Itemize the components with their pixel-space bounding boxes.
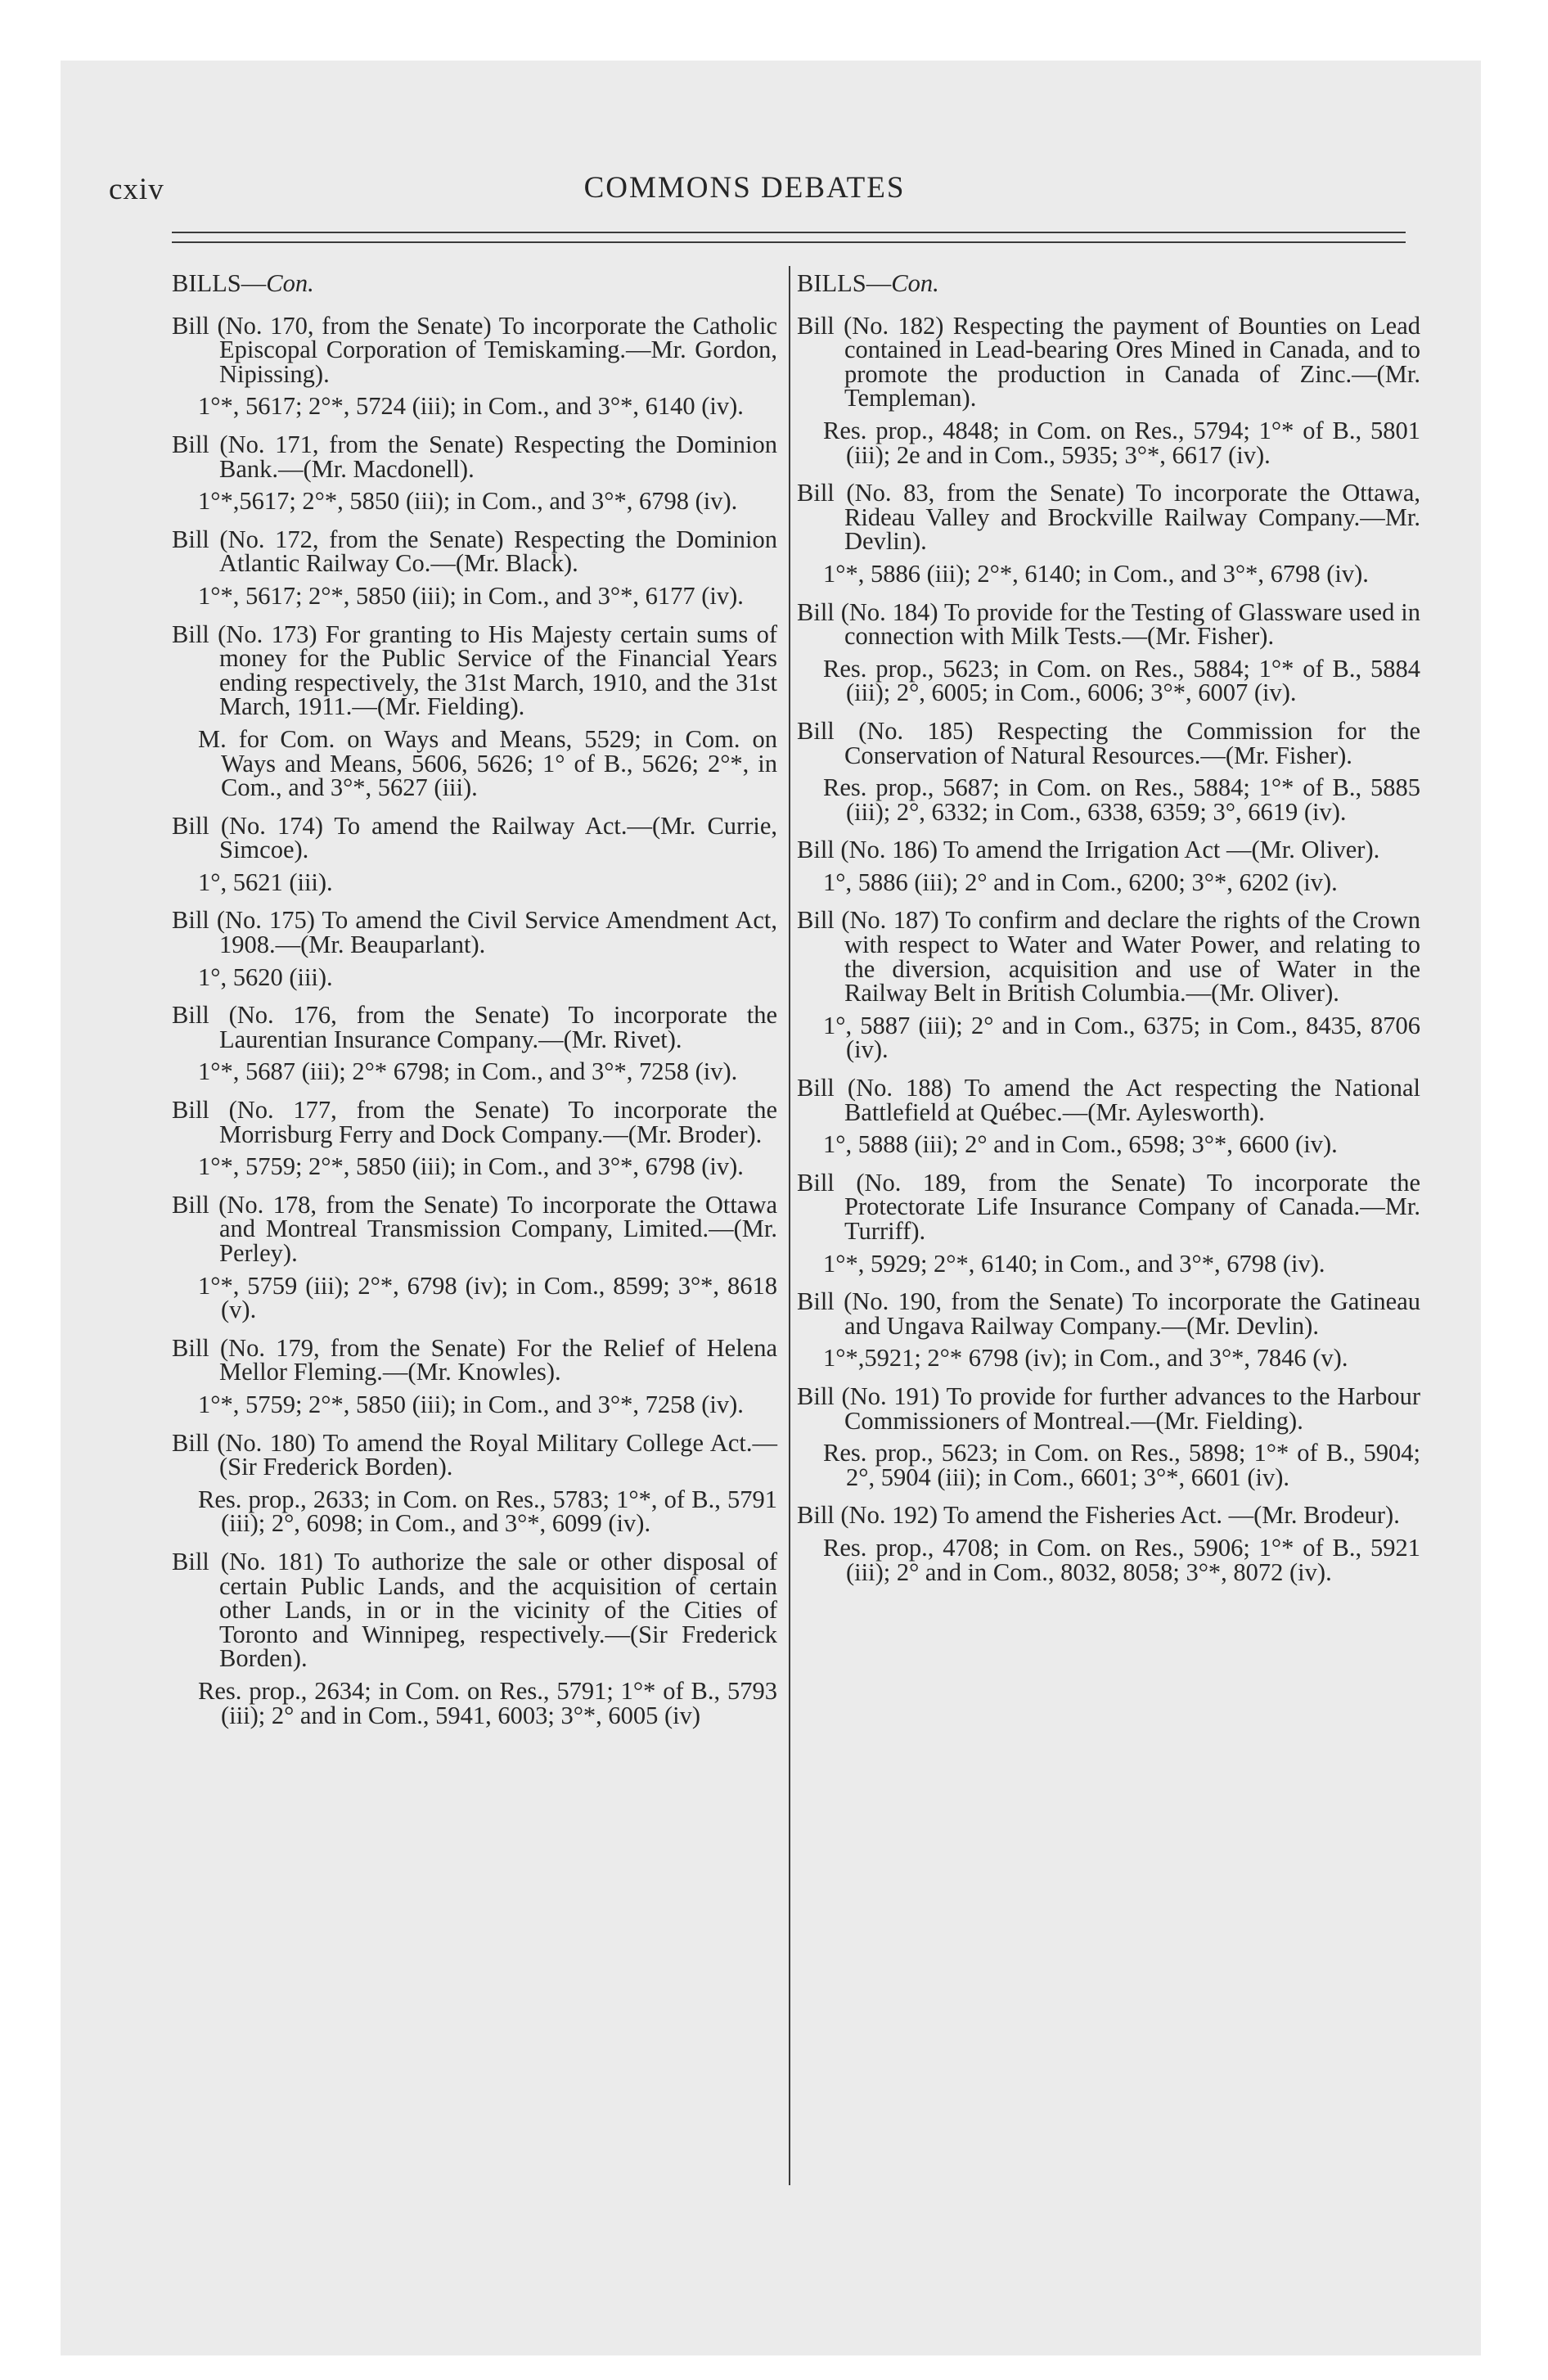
bill-entry <box>172 1190 777 1324</box>
section-heading <box>797 269 1420 297</box>
bill-title: Bill (No. 179, from the Senate) For the Relief of Helena Mellor Fleming.—(Mr. Knowles). <box>172 1333 777 1386</box>
bill-stages: Res. prop., 5623; in Com. on Res., 5884; 1°* of B., 5884 (iii); 2°, 6005; in Com., 6006; 3°*, 6007 (iv). <box>823 654 1420 707</box>
bill-stages: 1°, 5620 (iii). <box>198 962 333 991</box>
bill-title: Bill (No. 171, from the Senate) Respecting the Dominion Bank.—(Mr. Macdonell). <box>172 430 777 483</box>
bill-entry <box>797 1503 1420 1584</box>
section-heading-continued: Con. <box>266 269 314 297</box>
bill-entry <box>172 430 777 516</box>
bill-entry <box>172 1428 777 1538</box>
bill-stages: Res. prop., 2633; in Com. on Res., 5783; 1°*, of B., 5791 (iii); 2°, 6098; in Com., and 3°*, 6099 (iv). <box>198 1485 777 1538</box>
bill-title: Bill (No. 186) To amend the Irrigation Act —(Mr. Oliver). <box>797 836 1380 864</box>
section-heading-label: BILLS— <box>797 269 892 297</box>
bill-title: Bill (No. 190, from the Senate) To incorporate the Gatineau and Ungava Railway Company.—(Mr. Devlin). <box>797 1287 1420 1340</box>
bill-entry <box>172 1003 777 1084</box>
bill-stages: 1°, 5888 (iii); 2° and in Com., 6598; 3°*, 6600 (iv). <box>823 1130 1338 1159</box>
bill-entry <box>797 597 1420 707</box>
bill-title: Bill (No. 189, from the Senate) To incorporate the Protectorate Life Insurance Company of Canada.—Mr. Turriff). <box>797 1168 1420 1245</box>
section-heading-continued: Con. <box>891 269 939 297</box>
bill-entry <box>797 311 1420 469</box>
bill-title: Bill (No. 187) To confirm and declare the rights of the Crown with respect to Water and Water Power, and relating to the diversion, acquisition and use of Water in the Railway Belt in British Columbia.—(Mr. Oliver). <box>797 906 1420 1007</box>
section-heading-label: BILLS— <box>172 269 267 297</box>
bill-entry <box>797 1287 1420 1373</box>
bill-title: Bill (No. 83, from the Senate) To incorporate the Ottawa, Rideau Valley and Brockville Railway Company.—Mr. Devlin). <box>797 479 1420 556</box>
bill-entry <box>797 1168 1420 1278</box>
bill-title: Bill (No. 173) For granting to His Majesty certain sums of money for the Public Service of the Financial Years ending respectively, the 31st March, 1910, and the 31st March, 1911.—(Mr. Fielding). <box>172 620 777 721</box>
bill-entry <box>797 1076 1420 1157</box>
right-entries <box>797 311 1420 1586</box>
bill-stages: Res. prop., 4708; in Com. on Res., 5906; 1°* of B., 5921 (iii); 2° and in Com., 8032, 8058; 3°*, 8072 (iv). <box>823 1533 1420 1586</box>
bill-stages: Res. prop., 5623; in Com. on Res., 5898; 1°* of B., 5904; 2°, 5904 (iii); in Com., 6601; 3°*, 6601 (iv). <box>823 1439 1420 1491</box>
bill-stages: 1°*, 5687 (iii); 2°* 6798; in Com., and 3°*, 7258 (iv). <box>198 1057 738 1086</box>
bill-entry <box>797 716 1420 826</box>
bill-title: Bill (No. 172, from the Senate) Respecting the Dominion Atlantic Railway Co.—(Mr. Black). <box>172 525 777 578</box>
column-divider <box>789 266 790 2185</box>
left-entries <box>172 311 777 1729</box>
bill-stages: 1°*, 5929; 2°*, 6140; in Com., and 3°*, 6798 (iv). <box>823 1249 1325 1278</box>
bill-stages: 1°*,5617; 2°*, 5850 (iii); in Com., and 3°*, 6798 (iv). <box>198 487 738 516</box>
bill-title: Bill (No. 188) To amend the Act respecting the National Battlefield at Québec.—(Mr. Aylesworth). <box>797 1074 1420 1126</box>
bill-stages: 1°*, 5617; 2°*, 5850 (iii); in Com., and 3°*, 6177 (iv). <box>198 581 744 610</box>
bill-entry <box>797 1382 1420 1491</box>
right-column <box>797 269 1420 1598</box>
page-number: cxiv <box>109 173 164 206</box>
bill-title: Bill (No. 184) To provide for the Testing of Glassware used in connection with Milk Tests.—(Mr. Fisher). <box>797 597 1420 651</box>
page-title: COMMONS DEBATES <box>583 171 906 205</box>
bill-entry <box>797 908 1420 1062</box>
bill-stages: M. for Com. on Ways and Means, 5529; in Com. on Ways and Means, 5606, 5626; 1° of B., 5626; 2°*, in Com., and 3°*, 5627 (iii). <box>198 724 777 802</box>
bill-title: Bill (No. 182) Respecting the payment of Bounties on Lead contained in Lead-bearing Ores Mined in Canada, and to promote the production in Canada of Zinc.—(Mr. Templeman). <box>797 311 1420 412</box>
bill-stages: Res. prop., 5687; in Com. on Res., 5884; 1°* of B., 5885 (iii); 2°, 6332; in Com., 6338, 6359; 3°, 6619 (iv). <box>823 773 1420 826</box>
bill-title: Bill (No. 181) To authorize the sale or other disposal of certain Public Lands, and the acquisition of certain other Lands, in or in the vicinity of the Cities of Toronto and Winnipeg, respectively.—(Sir Frederick Borden). <box>172 1547 777 1673</box>
bill-entry <box>797 481 1420 586</box>
bill-title: Bill (No. 177, from the Senate) To incorporate the Morrisburg Ferry and Dock Company.—(Mr. Broder). <box>172 1096 777 1148</box>
bill-stages: Res. prop., 4848; in Com. on Res., 5794; 1°* of B., 5801 (iii); 2e and in Com., 5935; 3°*, 6617 (iv). <box>823 416 1420 469</box>
bill-stages: 1°*, 5759 (iii); 2°*, 6798 (iv); in Com., 8599; 3°*, 8618 (v). <box>198 1271 777 1324</box>
bill-stages: 1°, 5886 (iii); 2° and in Com., 6200; 3°*, 6202 (iv). <box>823 868 1338 896</box>
bill-stages: 1°*, 5617; 2°*, 5724 (iii); in Com., and 3°*, 6140 (iv). <box>198 392 744 421</box>
bill-entry <box>172 1547 777 1729</box>
section-heading <box>172 269 777 297</box>
left-column <box>172 269 777 1742</box>
bill-entry <box>797 838 1420 895</box>
bill-entry <box>172 311 777 421</box>
header-rule-bottom <box>172 241 1406 243</box>
bill-title: Bill (No. 176, from the Senate) To incorporate the Laurentian Insurance Company.—(Mr. Rivet). <box>172 1001 777 1053</box>
bill-stages: 1°*, 5759; 2°*, 5850 (iii); in Com., and 3°*, 7258 (iv). <box>198 1390 744 1418</box>
bill-title: Bill (No. 185) Respecting the Commission for the Conservation of Natural Resources.—(Mr. Fisher). <box>797 716 1420 769</box>
bill-title: Bill (No. 175) To amend the Civil Service Amendment Act, 1908.—(Mr. Beauparlant). <box>172 906 777 959</box>
bill-stages: 1°, 5621 (iii). <box>198 868 333 896</box>
bill-stages: 1°*, 5759; 2°*, 5850 (iii); in Com., and 3°*, 6798 (iv). <box>198 1152 744 1181</box>
bill-title: Bill (No. 192) To amend the Fisheries Act. —(Mr. Brodeur). <box>797 1501 1400 1530</box>
bill-title: Bill (No. 170, from the Senate) To incorporate the Catholic Episcopal Corporation of Temiskaming.—Mr. Gordon, Nipissing). <box>172 311 777 388</box>
bill-entry <box>172 1098 777 1179</box>
bill-stages: 1°, 5887 (iii); 2° and in Com., 6375; in Com., 8435, 8706 (iv). <box>823 1011 1420 1064</box>
bill-stages: 1°*, 5886 (iii); 2°*, 6140; in Com., and 3°*, 6798 (iv). <box>823 559 1369 588</box>
bill-stages: 1°*,5921; 2°* 6798 (iv); in Com., and 3°*, 7846 (v). <box>823 1344 1348 1373</box>
bill-title: Bill (No. 178, from the Senate) To incorporate the Ottawa and Montreal Transmission Company, Limited.—(Mr. Perley). <box>172 1190 777 1267</box>
bill-title: Bill (No. 174) To amend the Railway Act.—(Mr. Currie, Simcoe). <box>172 811 777 864</box>
bill-entry <box>172 811 777 896</box>
bill-stages: Res. prop., 2634; in Com. on Res., 5791; 1°* of B., 5793 (iii); 2° and in Com., 5941, 6003; 3°*, 6005 (iv) <box>198 1676 777 1729</box>
header-rule-top <box>172 232 1406 233</box>
bill-title: Bill (No. 191) To provide for further advances to the Harbour Commissioners of Montreal.—(Mr. Fielding). <box>797 1382 1420 1435</box>
bill-entry <box>172 1333 777 1418</box>
bill-entry <box>172 620 777 802</box>
bill-entry <box>172 908 777 989</box>
bill-entry <box>172 525 777 610</box>
bill-title: Bill (No. 180) To amend the Royal Military College Act.—(Sir Frederick Borden). <box>172 1428 777 1481</box>
